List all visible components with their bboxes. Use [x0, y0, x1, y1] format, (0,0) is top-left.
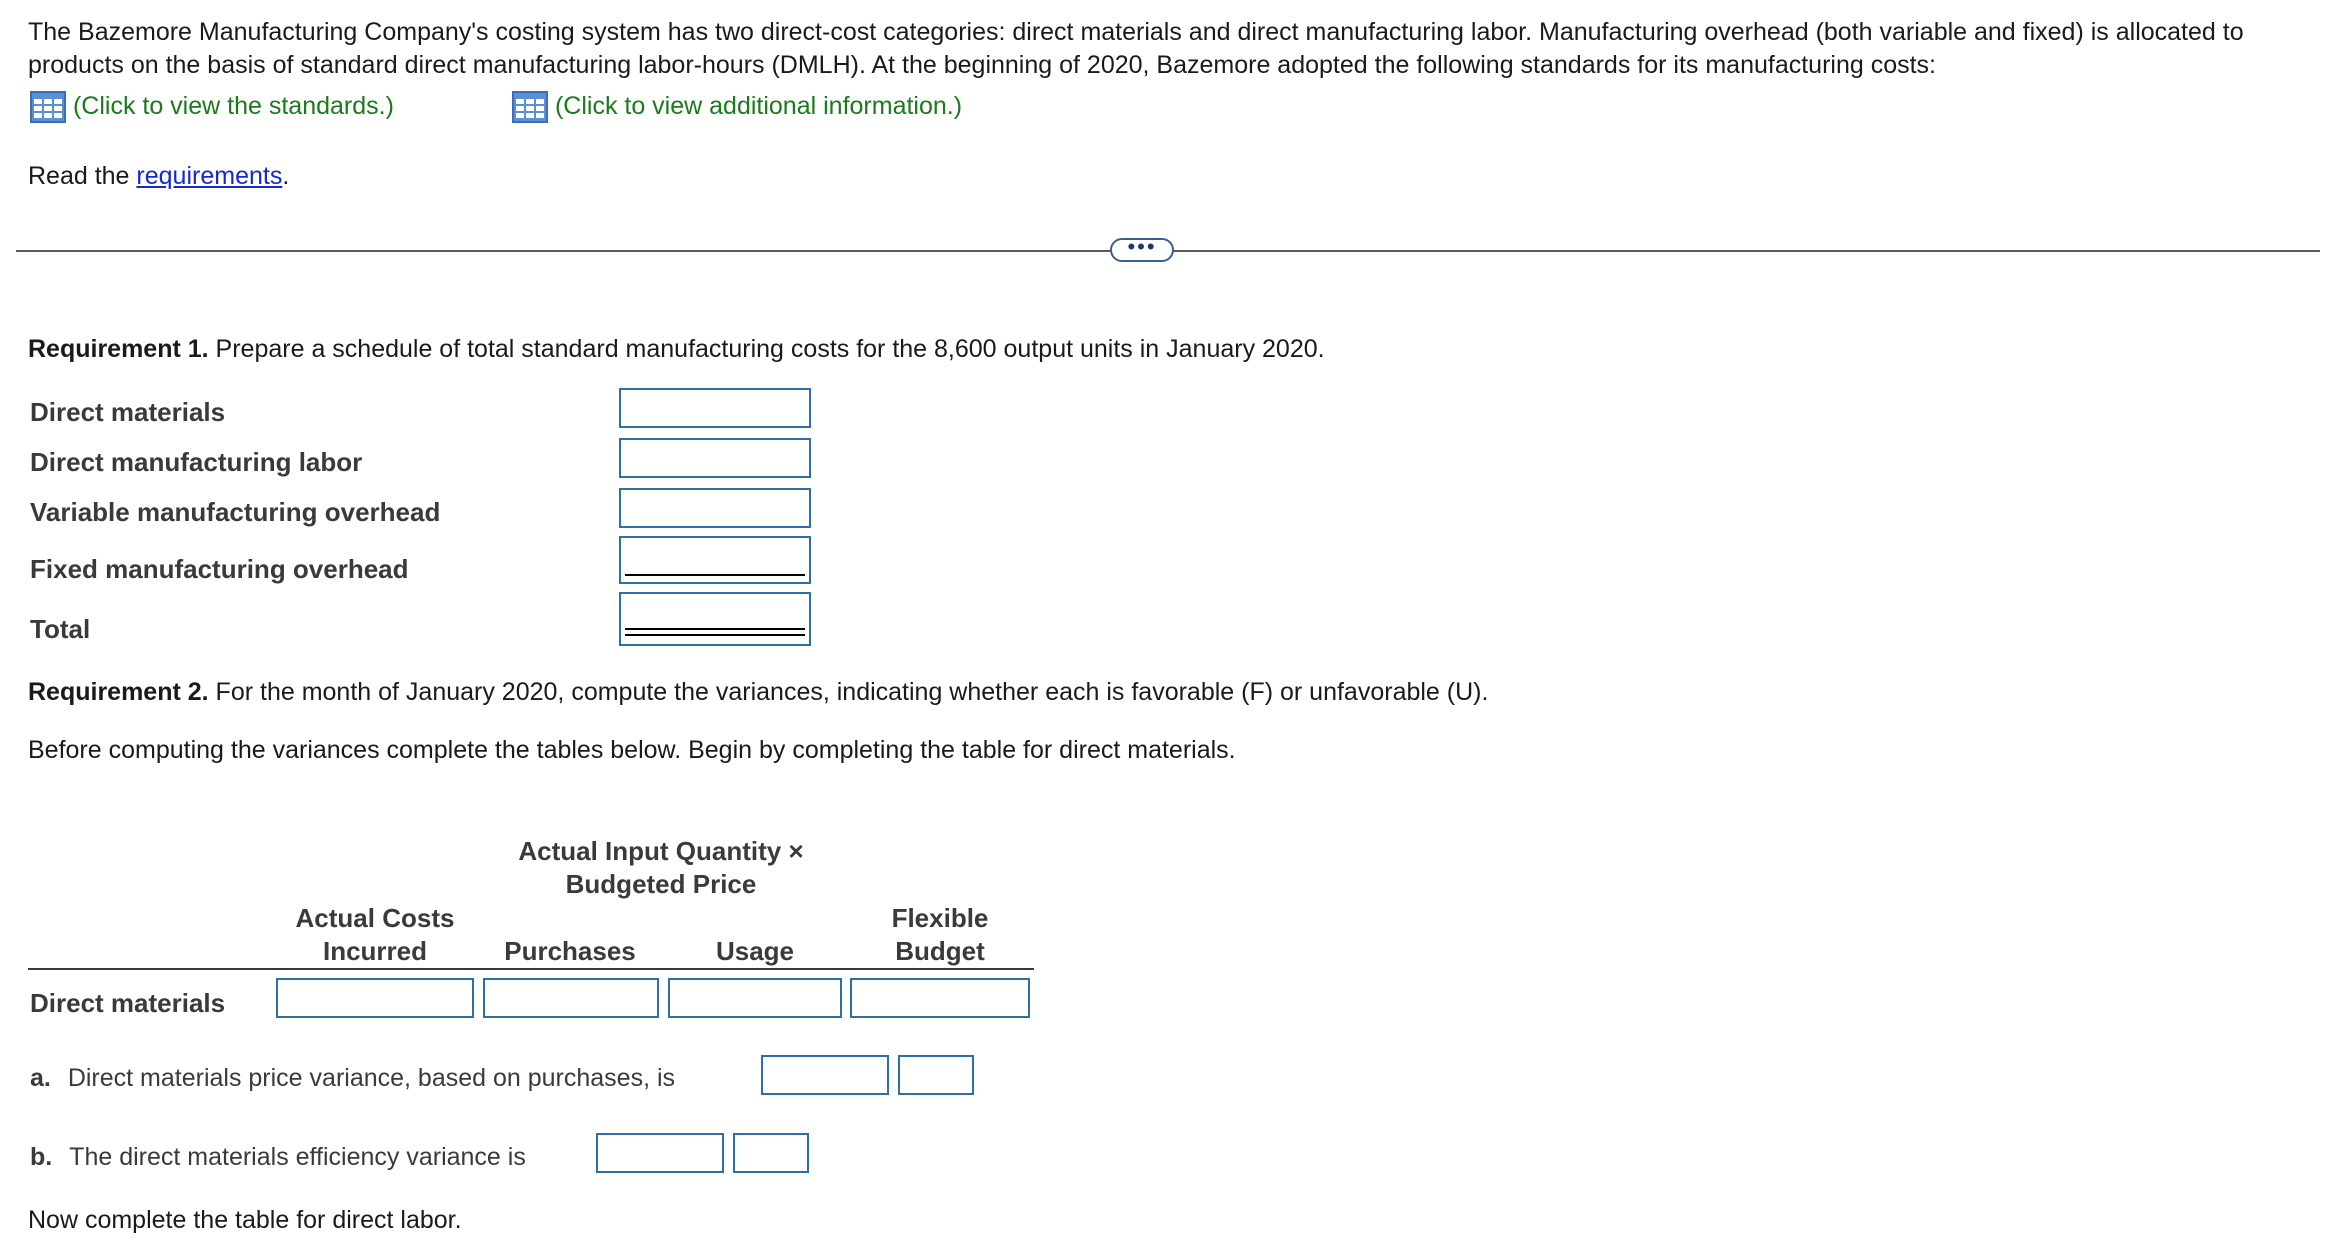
input-total[interactable]: [619, 592, 811, 646]
additional-info-link-label[interactable]: (Click to view additional information.): [554, 92, 963, 120]
col-header-actual-costs: Actual Costs Incurred: [295, 903, 455, 966]
input-total-wrap: [619, 592, 811, 646]
row-label-variable-overhead: Variable manufacturing overhead: [30, 497, 441, 527]
intro-paragraph: The Bazemore Manufacturing Company's costing system has two direct-cost categories: direct materials and direct manufacturing labor. Manufacturing overhead (both variable and fixed) is allocated to products on the basis of standard direct manufacturing labor-hours (DMLH). At the beginning of 2020, Bazemore adopted the following standards for its manufacturing costs:: [28, 18, 2244, 79]
input-fixed-overhead-wrap: [619, 536, 811, 584]
col-header-purchases: Purchases: [504, 936, 636, 966]
instructions-text: Before computing the variances complete the tables below. Begin by completing the table for direct materials.: [28, 736, 1236, 764]
standards-link-label[interactable]: (Click to view the standards.): [72, 92, 394, 120]
input-price-variance-amount[interactable]: [761, 1055, 889, 1095]
variance-a-marker: a.: [30, 1064, 51, 1092]
row-label-direct-materials: Direct materials: [30, 397, 226, 427]
input-purchases[interactable]: [483, 978, 659, 1018]
input-variable-overhead[interactable]: [619, 488, 811, 528]
input-fixed-overhead[interactable]: [619, 536, 811, 584]
input-efficiency-variance-amount[interactable]: [596, 1133, 724, 1173]
table-row-label-direct-materials: Direct materials: [30, 988, 226, 1018]
variance-b-marker: b.: [30, 1143, 53, 1171]
row-label-total: Total: [30, 614, 91, 644]
input-usage[interactable]: [668, 978, 842, 1018]
problem-intro: [28, 16, 2318, 82]
variance-a: [30, 1062, 675, 1095]
requirement-2-heading: Requirement 2.: [28, 678, 209, 706]
table-icon: [512, 91, 548, 123]
requirement-1-heading: Requirement 1.: [28, 335, 209, 363]
variance-a-text: Direct materials price variance, based on purchases, is: [67, 1064, 676, 1092]
more-button[interactable]: •••: [1110, 238, 1174, 262]
subtotal-underline: [625, 574, 805, 576]
additional-info-link[interactable]: [512, 90, 962, 123]
table-icon: [30, 91, 66, 123]
read-suffix: .: [282, 162, 290, 190]
requirements-link[interactable]: requirements: [136, 162, 283, 190]
row-label-direct-labor: Direct manufacturing labor: [30, 447, 363, 477]
input-efficiency-variance-fu[interactable]: [733, 1133, 809, 1173]
total-double-underline-top: [625, 628, 805, 630]
input-actual-costs-incurred[interactable]: [276, 978, 474, 1018]
col-header-group: Actual Input Quantity × Budgeted Price: [518, 836, 804, 899]
variance-b: [30, 1141, 526, 1174]
input-price-variance-fu[interactable]: [898, 1055, 974, 1095]
col-header-usage: Usage: [715, 936, 795, 966]
table-header-rule: [28, 968, 1034, 970]
footer-instruction: Now complete the table for direct labor.: [28, 1206, 462, 1234]
standards-link[interactable]: [30, 90, 394, 123]
total-double-underline-bottom: [625, 634, 805, 636]
read-prefix: Read the: [28, 162, 137, 190]
read-requirements: [28, 160, 289, 193]
input-flexible-budget[interactable]: [850, 978, 1030, 1018]
row-label-fixed-overhead: Fixed manufacturing overhead: [30, 554, 409, 584]
col-header-flexible-budget: Flexible Budget: [891, 903, 989, 966]
requirement-2-text: For the month of January 2020, compute the variances, indicating whether each is favorable (F) or unfavorable (U).: [208, 678, 1489, 706]
variance-b-text: The direct materials efficiency variance is: [69, 1143, 526, 1171]
requirement-1-text: Prepare a schedule of total standard manufacturing costs for the 8,600 output units in January 2020.: [208, 335, 1325, 363]
input-direct-labor[interactable]: [619, 438, 811, 478]
input-direct-materials[interactable]: [619, 388, 811, 428]
requirement-1: [28, 333, 1325, 366]
requirement-2: [28, 676, 1488, 709]
